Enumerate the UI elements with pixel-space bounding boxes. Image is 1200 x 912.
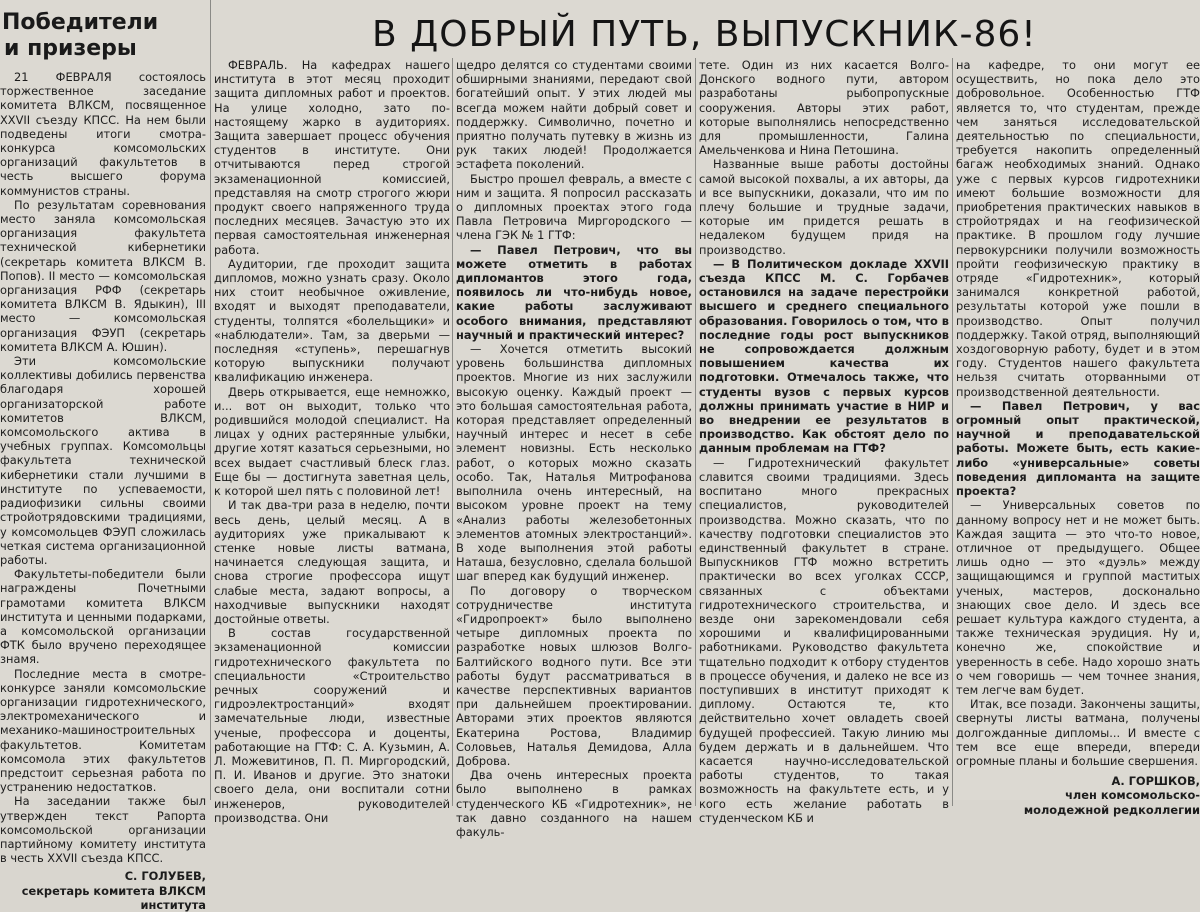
- sidebar-paragraph: Эти комсомольские коллективы добились первенства благодаря хорошей организаторской работе комитетов ВЛКСМ, комсомольского актива в учебных группах. Комсомольцы факультета технической кибернетики стали лучшими в институте по успеваемости, радиофизики сильны своими стройотрядовскими традициями, у комсомольцев ФЭУП сложилась четкая система организационной работы.: [0, 354, 206, 567]
- article-column-4: [956, 58, 1200, 858]
- article-headline: В ДОБРЫЙ ПУТЬ, ВЫПУСКНИК-86!: [372, 14, 1037, 55]
- column-divider: [695, 58, 696, 806]
- column-divider: [452, 58, 453, 806]
- article-paragraph: По договору о творческом сотрудничестве института «Гидропроект» было выполнено четыре дипломных проекта по разработке новых шлюзов Волго-Балтийского водного пути. Все эти работы будут рассматриваться в качестве перспективных вариантов при дальнейшем проектировании. Авторами этих проектов являются Екатерина Ростова, Владимир Соловьев, Наталья Демидова, Алла Доброва.: [456, 583, 692, 768]
- author-role-line2: молодежной редколлегии: [1023, 802, 1200, 817]
- article-paragraph: тете. Один из них касается Волго-Донского водного пути, автором разработаны рыбопропускные сооружения. Авторы этих работ, которые выполнялись непосредственно для промышленности, Галина Амельченкова и Нина Петошина.: [699, 58, 949, 158]
- article-paragraph: — Хочется отметить высокий уровень большинства дипломных проектов. Многие из них заслужили высокую оценку. Каждый проект — это большая самостоятельная работа, которая представляет определенный научный интерес и несет в себе элемент новизны. Есть несколько работ, о которых можно сказать особо. Так, Наталья Митрофанова выполнила очень интересный, на высоком уровне проект на тему «Анализ работы железобетонных элементов атомных электростанций». В ходе выполнения этой работы Наташа, безусловно, сделала большой шаг вперед как будущий инженер.: [456, 342, 692, 584]
- article-paragraph: Названные выше работы достойны самой высокой похвалы, а их авторы, да и все выпускники, доказали, что им по плечу большие и трудные задачи, которые им придется решать в недалеком будущем придя на производство.: [699, 157, 949, 257]
- column-divider: [210, 0, 211, 800]
- article-paragraph: — Универсальных советов по данному вопросу нет и не может быть. Каждая защита — это что-то новое, отличное от предыдущего. Общее лишь одно — это «дуэль» между защищающимся и группой маститых ученых, мастеров, досконально знающих свое дело. И здесь все решает культура каждого студента, а также техническая эрудиция. Ну и, конечно же, спокойствие и уверенность в себе. Надо хорошо знать о чем говоришь — чем точнее знания, тем легче вам будет.: [956, 498, 1200, 697]
- sidebar-paragraph: Последние места в смотре-конкурсе заняли комсомольские организации гидротехнического, электромеханического и механико-машиностроительных факультетов. Комитетам комсомола этих факультетов предстоит серьезная работа по устранению недостатков.: [0, 666, 206, 795]
- sidebar-paragraph: По результатам соревнования место заняла комсомольская организация факультета технической кибернетики (секретарь комитета ВЛКСМ В. Попов). II место — комсомольская организация РФФ (секретарь комитета ВЛКСМ В. Ядыкин), III место — комсомольская организация ФЭУП (секретарь комитета ВЛКСМ А. Юшин).: [0, 197, 206, 354]
- article-paragraph: И так два-три раза в неделю, почти весь день, целый месяц. А в аудиториях уже прикалывают к стенке новые листы ватмана, начинается следующая защита, и снова строгие профессора ищут слабые места, задают вопросы, а находчивые выпускники находят достойные ответы.: [214, 498, 450, 626]
- article-paragraph: ФЕВРАЛЬ. На кафедрах нашего института в этот месяц проходит защита дипломных работ и проектов. На улице холодно, зато по-настоящему жарко в аудиториях. Защита завершает процесс обучения студентов в институте. Они отчитываются перед строгой экзаменационной комиссией, представляя на смотр строгого жюри продукт своего напряженного труда последних месяцев. Зачастую это их первая самостоятельная инженерная работа.: [214, 58, 450, 257]
- sidebar-paragraph: 21 ФЕВРАЛЯ состоялось торжественное заседание комитета ВЛКСМ, посвященное XXVII съезду КПСС. На нем были подведены итоги смотра-конкурса комсомольских организаций факультетов в честь высшего форума коммунистов страны.: [0, 70, 206, 198]
- sidebar-title: Победители и призеры: [2, 10, 159, 61]
- author-role-line1: член комсомольско-: [1065, 788, 1200, 803]
- sidebar-body: [0, 70, 206, 912]
- article-paragraph: В состав государственной экзаменационной комиссии гидротехнического факультета по специальности «Строительство речных сооружений и гидроэлектростанций» входят замечательные люди, известные ученые, профессора и доценты, работающие на ГТФ: С. А. Кузьмин, А. Л. Можевитинов, П. П. Миргородский, П. И. Иванов и другие. Это знатоки своего дела, они воспитали сотни инженеров, руководителей производства. Они: [214, 626, 450, 825]
- sidebar-signature-name: С. ГОЛУБЕВ,: [124, 869, 206, 884]
- article-column-3: [699, 58, 949, 858]
- article-paragraph: на кафедре, то они могут ее осуществить, но пока дело это добровольное. Особенностью ГТФ является то, что студентам, прежде чем заняться исследовательской деятельностью по специальности, требуется накопить определенный багаж необходимых знаний. Однако уже с первых курсов гидротехники имеют большие возможности для приобретения практических навыков в стройотрядах и на геофизической практике. В прошлом году лучшие первокурсники получили возможность пройти геофизическую практику в отряде «Гидротехник», который занимался конкретной работой, результаты которой уже пошли в производство. Опыт получил поддержку. Такой отряд, выполняющий хоздоговорную работу, будет и в этом году. Студентов нашего факультета нельзя считать оторванными от производственной деятельности.: [956, 58, 1200, 399]
- sidebar-signature-role: секретарь комитета ВЛКСМ института: [21, 883, 206, 912]
- article-paragraph: — Гидротехнический факультет славится своими традициями. Здесь воспитано много прекрасных специалистов, руководителей производства. Можно сказать, что по качеству подготовки специалистов это единственный факультет в стране. Выпускников ГТФ можно встретить практически во всех уголках СССР, связанных с объектами гидротехнического строительства, и везде они зарекомендовали себя хорошими и квалифицированными работниками. Руководство факультета тщательно подходит к отбору студентов в процессе обучения, и далеко не все из поступивших в институт приходят к диплому. Остаются те, кто действительно хочет овладеть своей будущей профессией. Такую линию мы будем держать и в дальнейшем. Что касается научно-исследовательской работы студентов, то такая возможность на факультете есть, и у кого есть желание работать в студенческом КБ и: [699, 455, 949, 825]
- article-paragraph: Два очень интересных проекта было выполнено в рамках студенческого КБ «Гидротехник», не так давно созданного на нашем факуль-: [456, 768, 692, 839]
- article-column-1: [214, 58, 450, 858]
- article-column-2: [456, 58, 692, 858]
- author-name: А. ГОРШКОВ,: [1111, 774, 1200, 789]
- article-paragraph: Быстро прошел февраль, а вместе с ним и защита. Я попросил рассказать о дипломных проектах этого года Павла Петровича Миргородского — члена ГЭК № 1 ГТФ:: [456, 171, 692, 243]
- article-question: — В Политическом докладе XXVII съезда КПСС М. С. Горбачев остановился на задаче перестройки высшего и среднего специального образования. Говорилось о том, что в последние годы рост выпускников не сопровождается должным повышением качества их подготовки. Отмечалось также, что студенты вузов с первых курсов должны принимать участие в НИР и во внедрении ее результатов в производство. Как обстоят дело по данным проблемам на ГТФ?: [699, 256, 949, 456]
- article-paragraph: Дверь открывается, еще немножко, и... вот он выходит, только что родившийся молодой специалист. На лицах у одних растерянные улыбки, другие хотят казаться серьезными, но всех выдает счастливый блеск глаз. Еще бы — достигнута заветная цель, к которой шел пять с половиной лет!: [214, 384, 450, 499]
- article-question: — Павел Петрович, у вас огромный опыт практической, научной и преподавательской работы. Можете быть, есть какие-либо «универсальные» советы поведения дипломанта на защите проекта?: [956, 398, 1200, 499]
- column-divider: [952, 58, 953, 806]
- sidebar-paragraph: На заседании также был утвержден текст Рапорта комсомольской организации партийному комитету института в честь XXVII съезда КПСС.: [0, 794, 206, 866]
- article-paragraph: Итак, все позади. Закончены защиты, свернуты листы ватмана, получены долгожданные дипломы... И вместе с тем все еще впереди, впереди огромные планы и большие свершения.: [956, 697, 1200, 768]
- article-question: — Павел Петрович, что вы можете отметить в работах дипломантов этого года, появилось ли что-нибудь новое, какие работы заслуживают особого внимания, представляют научный и практический интерес?: [456, 242, 692, 342]
- sidebar-column: [0, 0, 208, 912]
- article-paragraph: Аудитории, где проходит защита дипломов, можно узнать сразу. Около них стоит необычное оживление, входят и выходят преподаватели, студенты, толпятся «болельщики» и «наблюдатели». Там, за дверьми — последняя «ступень», перешагнув которую выпускники получают квалификацию инженера.: [214, 256, 450, 385]
- sidebar-paragraph: Факультеты-победители были награждены Почетными грамотами комитета ВЛКСМ института и ценными подарками, а комсомольской организации ФТК было вручено переходящее знамя.: [0, 567, 206, 667]
- article-paragraph: щедро делятся со студентами своими обширными знаниями, передают свой богатейший опыт. У этих людей мы всегда можем найти добрый совет и поддержку. Символично, почетно и приятно получать путевку в жизнь из рук таких людей! Продолжается эстафета поколений.: [456, 58, 692, 172]
